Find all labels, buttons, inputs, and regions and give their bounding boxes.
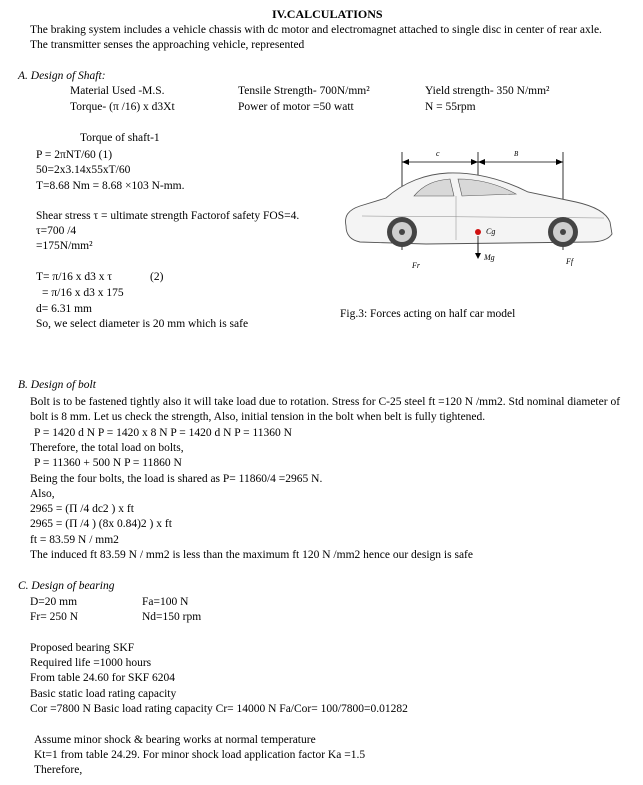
torque-label: Torque of shaft-1 [80,132,160,144]
dim-label-c: c [436,149,440,158]
bolt-line-4: Being the four bolts, the load is shared as P= 11860/4 =2965 N. [30,473,323,485]
ff-label: Ff [566,257,574,266]
bolt-line-6: 2965 = (Π /4 dc2 ) x ft [30,503,134,515]
equation-number-2: (2) [150,271,164,283]
figure-caption: Fig.3: Forces acting on half car model [340,308,516,320]
half-car-model-figure [338,140,620,278]
bearing-line-6: Assume minor shock & bearing works at normal temperature [34,734,316,746]
shaft-line-3: T=8.68 Nm = 8.68 ×103 N-mm. [36,180,185,192]
cg-label: Cg [486,227,496,236]
shear-line-3: =175N/mm² [36,240,93,252]
bolt-line-7: 2965 = (Π /4 ) (8x 0.84)2 ) x ft [30,518,172,530]
shaft-material: Material Used -M.S. [70,85,165,97]
bolt-line-8: ft = 83.59 N / mm2 [30,534,119,546]
formula-line-4: So, we select diameter is 20 mm which is safe [36,318,249,330]
bearing-fa: Fa=100 N [142,596,189,608]
bearing-line-4: Basic static load rating capacity [30,688,177,700]
shaft-yield: Yield strength- 350 N/mm² [425,85,550,97]
bearing-line-8: Therefore, [34,764,83,776]
bearing-line-7: Kt=1 from table 24.29. For minor shock load application factor Ka =1.5 [34,749,366,761]
bolt-line-9: The induced ft 83.59 N / mm2 is less than the maximum ft 120 N /mm2 hence our design is safe [30,549,473,561]
bearing-line-5: Cor =7800 N Basic load rating capacity Cr= 14000 N Fa/Cor= 100/7800=0.01282 [30,703,408,715]
shear-line-2: τ=700 /4 [36,225,77,237]
formula-line-2: = π/16 x d3 x 175 [42,287,124,299]
bearing-fr: Fr= 250 N [30,611,79,623]
front-wheel [387,217,417,247]
dim-label-b: B [514,150,519,158]
bolt-line-2: Therefore, the total load on bolts, [30,442,184,454]
bearing-line-1: Proposed bearing SKF [30,642,135,654]
shaft-line-1: P = 2πNT/60 (1) [36,149,113,161]
bolt-line-1: P = 1420 d N P = 1420 x 8 N P = 1420 d N P = 11360 N [34,427,292,439]
shaft-torque: Torque- (π /16) x d3Xt [70,101,175,113]
intro-line-2: The transmitter senses the approaching vehicle, represented [30,39,305,51]
bolt-line-5: Also, [30,488,55,500]
bearing-line-2: Required life =1000 hours [30,657,152,669]
mg-label: Mg [484,253,495,262]
bearing-diameter: D=20 mm [30,596,78,608]
intro-line-1: The braking system includes a vehicle chassis with dc motor and electromagnet attached to single disc in center of rear axle. [30,24,602,36]
bearing-line-3: From table 24.60 for SKF 6204 [30,672,176,684]
bolt-paragraph: Bolt is to be fastened tightly also it will take load due to rotation. Stress for C-25 steel ft =120 N /mm2. Std nominal diameter of bolt is 8 mm. Let us check the strength, Also, initial tension in the bolt when belt is fully tightened. [30,396,621,423]
bearing-section-title: C. Design of bearing [18,580,115,592]
shaft-speed: N = 55rpm [425,101,476,113]
shaft-tensile: Tensile Strength- 700N/mm² [238,85,370,97]
shear-line-1: Shear stress τ = ultimate strength Factorof safety FOS=4. [36,210,300,222]
center-of-gravity-marker [475,229,481,235]
shaft-section-title: A. Design of Shaft: [18,70,106,82]
shaft-power: Power of motor =50 watt [238,101,354,113]
bolt-line-3: P = 11360 + 500 N P = 11860 N [34,457,182,469]
bearing-nd: Nd=150 rpm [142,611,202,623]
formula-line-1: T= π/16 x d3 x τ [36,271,113,283]
rear-wheel [548,217,578,247]
fr-label: Fr [412,261,420,270]
formula-line-3: d= 6.31 mm [36,303,93,315]
bolt-section-title: B. Design of bolt [18,379,96,391]
shaft-line-2: 50=2x3.14x55xT/60 [36,164,131,176]
page-heading: IV.CALCULATIONS [272,7,383,21]
